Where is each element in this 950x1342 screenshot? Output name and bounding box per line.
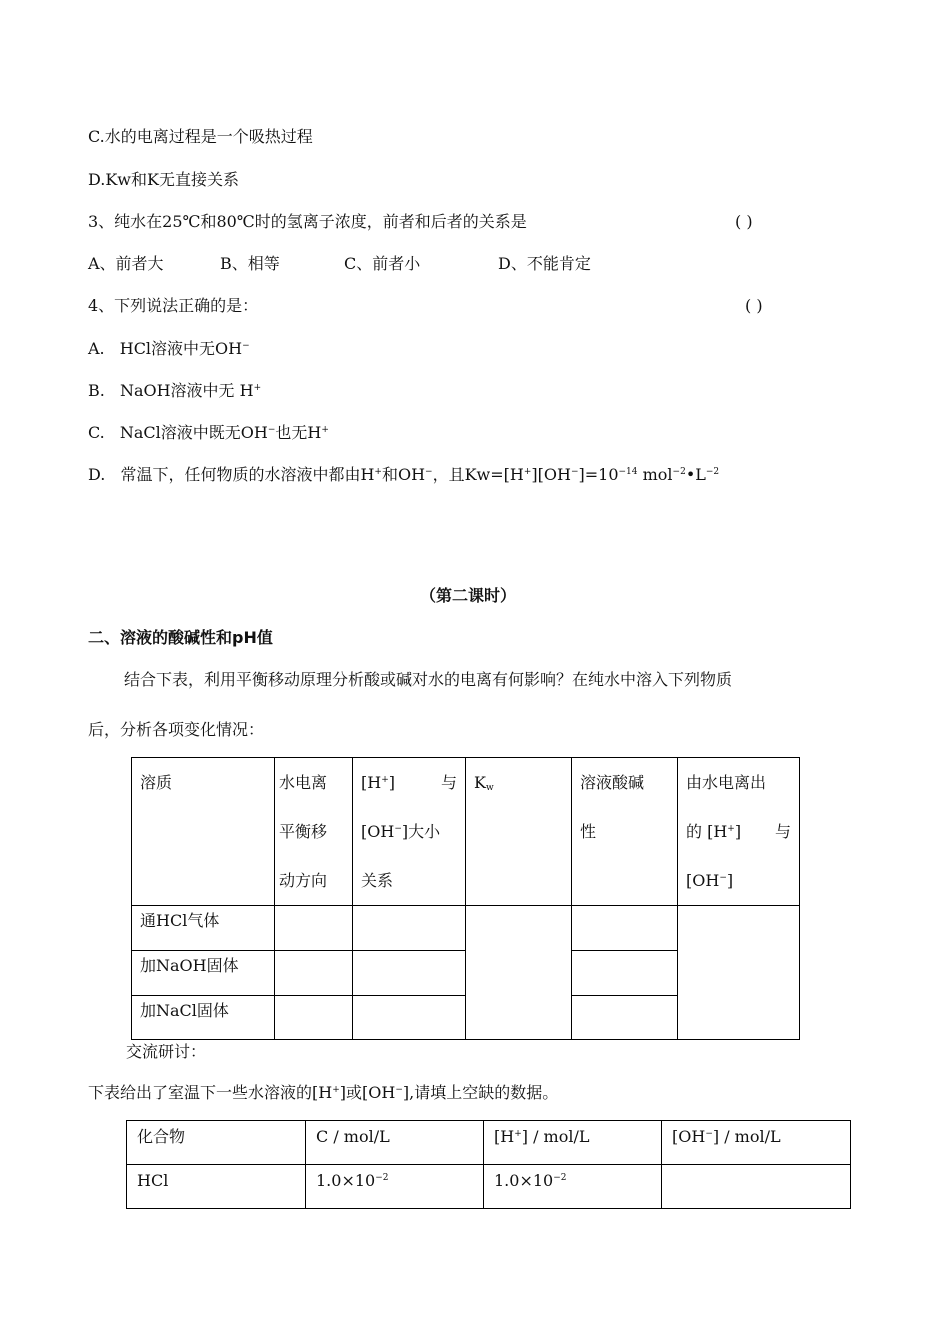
header-label: 与 xyxy=(440,773,457,792)
cell-c xyxy=(306,1165,484,1209)
blank-cell[interactable] xyxy=(275,906,353,951)
superscript: + xyxy=(332,1085,340,1095)
superscript: −2 xyxy=(375,1173,389,1183)
header-label: 动方向 xyxy=(279,871,328,890)
header-water-ions xyxy=(678,758,800,906)
header-label: 关系 xyxy=(361,871,394,890)
option-text: 也无H xyxy=(275,423,322,442)
header-shift-direction xyxy=(275,758,353,906)
cell-oh-blank[interactable] xyxy=(662,1165,851,1209)
superscript: + xyxy=(381,775,389,785)
table-header-row xyxy=(127,1121,851,1165)
cell-text: 加NaOH固体 xyxy=(140,956,239,975)
option-text: 和OH xyxy=(381,465,426,484)
header-label: 的 [H xyxy=(686,822,728,841)
header-oh xyxy=(662,1121,851,1165)
header-label: 平衡移 xyxy=(279,822,328,841)
superscript: −2 xyxy=(705,467,720,477)
blank-cell[interactable] xyxy=(353,996,466,1040)
intro-text: ],请填上空缺的数据。 xyxy=(402,1083,559,1102)
superscript: − xyxy=(394,824,402,834)
header-acidity xyxy=(572,758,678,906)
q4-stem: 4、下列说法正确的是： xyxy=(88,296,259,315)
header-concentration-relation xyxy=(353,758,466,906)
header-solute xyxy=(132,758,275,906)
q4-answer-paren: ( ) xyxy=(745,296,763,315)
lesson-title: （第二课时） xyxy=(420,586,517,605)
superscript: −2 xyxy=(553,1173,567,1183)
blank-cell[interactable] xyxy=(353,906,466,951)
blank-cell[interactable] xyxy=(275,996,353,1040)
superscript: − xyxy=(719,873,727,883)
header-kw xyxy=(466,758,572,906)
header-label: 与 xyxy=(774,822,791,841)
table-row xyxy=(132,906,800,951)
row-solute xyxy=(132,996,275,1040)
header-label: ] / mol/L xyxy=(521,1127,590,1146)
option-text: ，且Kw=[H xyxy=(432,465,524,484)
section-heading: 二、溶液的酸碱性和pH值 xyxy=(88,628,273,647)
superscript: − xyxy=(705,1129,713,1139)
superscript: − xyxy=(425,467,433,477)
intro-text: ]或[OH xyxy=(339,1083,396,1102)
cell-text: 1.0×10 xyxy=(316,1171,376,1190)
header-label: [H xyxy=(494,1127,515,1146)
header-label: 溶液酸碱 xyxy=(580,773,645,792)
header-label: ] xyxy=(388,773,395,792)
superscript: − xyxy=(570,467,579,477)
q3-options xyxy=(88,253,591,275)
blank-cell-kw[interactable] xyxy=(466,906,572,1040)
superscript: −2 xyxy=(672,467,686,477)
cell-text: 通HCl气体 xyxy=(140,911,220,930)
intro-line-1: 结合下表，利用平衡移动原理分析酸或碱对水的电离有何影响？在纯水中溶入下列物质 xyxy=(124,670,733,689)
q4-option-c xyxy=(88,422,329,444)
superscript: + xyxy=(253,383,262,393)
option-text: NaOH溶液中无 H xyxy=(119,381,254,400)
header-label: [OH xyxy=(686,871,720,890)
blank-cell[interactable] xyxy=(572,951,678,996)
cell-text: 1.0×10 xyxy=(494,1171,554,1190)
header-label: [OH xyxy=(361,822,395,841)
header-label: ] xyxy=(734,822,742,841)
q3-stem: 3、纯水在25℃和80℃时的氢离子浓度，前者和后者的关系是 xyxy=(88,212,527,231)
blank-cell[interactable] xyxy=(572,906,678,951)
q2-option-c: C.水的电离过程是一个吸热过程 xyxy=(88,127,313,146)
cell-h xyxy=(484,1165,662,1209)
blank-cell[interactable] xyxy=(275,951,353,996)
option-label: D. xyxy=(88,465,106,484)
superscript: + xyxy=(727,824,735,834)
superscript: −14 xyxy=(618,467,638,477)
header-line xyxy=(686,807,791,856)
option-text: ]=10 xyxy=(578,465,619,484)
exchange-label: 交流研讨： xyxy=(126,1042,207,1061)
option-label: C. xyxy=(88,423,105,442)
solute-effect-table xyxy=(131,757,800,1040)
superscript: − xyxy=(395,1085,403,1095)
header-line xyxy=(361,807,457,856)
q3-option-c: C、前者小 xyxy=(344,254,421,273)
option-text: ][OH xyxy=(531,465,571,484)
header-label: 性 xyxy=(580,822,597,841)
header-label: ]大小 xyxy=(401,822,441,841)
header-label: 化合物 xyxy=(137,1127,186,1146)
cell-compound xyxy=(127,1165,306,1209)
q2-option-d: D.Kw和K无直接关系 xyxy=(88,170,239,189)
option-label: B. xyxy=(88,381,105,400)
q3-option-d: D、不能肯定 xyxy=(498,254,591,273)
option-text: mol xyxy=(637,465,673,484)
cell-text: 加NaCl固体 xyxy=(140,1001,229,1020)
header-label: ] / mol/L xyxy=(712,1127,781,1146)
q3-option-b: B、相等 xyxy=(220,254,280,273)
header-label: [H xyxy=(361,773,382,792)
header-compound xyxy=(127,1121,306,1165)
intro-text: 下表给出了室温下一些水溶液的[H xyxy=(88,1083,333,1102)
header-label: K xyxy=(474,773,486,792)
subscript: w xyxy=(485,783,494,793)
q3-option-a: A、前者大 xyxy=(88,254,164,273)
q4-option-a xyxy=(88,338,250,360)
option-text: 常温下，任何物质的水溶液中都由H xyxy=(120,465,375,484)
table-row xyxy=(127,1165,851,1209)
concentration-table xyxy=(126,1120,851,1209)
table2-intro xyxy=(88,1082,558,1104)
header-label: C / mol/L xyxy=(316,1127,390,1146)
superscript: + xyxy=(523,467,532,477)
intro-line-2: 后，分析各项变化情况： xyxy=(88,720,265,739)
superscript: + xyxy=(374,467,382,477)
header-label: 由水电离出 xyxy=(686,773,767,792)
blank-cell[interactable] xyxy=(572,996,678,1040)
header-line xyxy=(686,856,791,905)
option-label: A. xyxy=(88,339,105,358)
superscript: + xyxy=(514,1129,522,1139)
superscript: − xyxy=(267,425,276,435)
q4-option-b xyxy=(88,380,261,402)
header-h xyxy=(484,1121,662,1165)
option-text: HCl溶液中无OH xyxy=(119,339,243,358)
option-text: NaCl溶液中既无OH xyxy=(119,423,268,442)
superscript: − xyxy=(242,341,250,351)
header-line xyxy=(361,758,457,807)
row-solute xyxy=(132,951,275,996)
table-header-row xyxy=(132,758,800,906)
header-label: 溶质 xyxy=(140,773,173,792)
header-label: ] xyxy=(726,871,734,890)
row-solute xyxy=(132,906,275,951)
option-text: •L xyxy=(685,465,706,484)
q3-answer-paren: ( ) xyxy=(735,212,753,231)
q4-option-d xyxy=(88,464,719,486)
blank-cell-water-ions[interactable] xyxy=(678,906,800,1040)
header-label: [OH xyxy=(672,1127,706,1146)
superscript: + xyxy=(321,425,329,435)
blank-cell[interactable] xyxy=(353,951,466,996)
header-c xyxy=(306,1121,484,1165)
header-label: 水电离 xyxy=(279,773,328,792)
cell-text: HCl xyxy=(137,1171,169,1190)
